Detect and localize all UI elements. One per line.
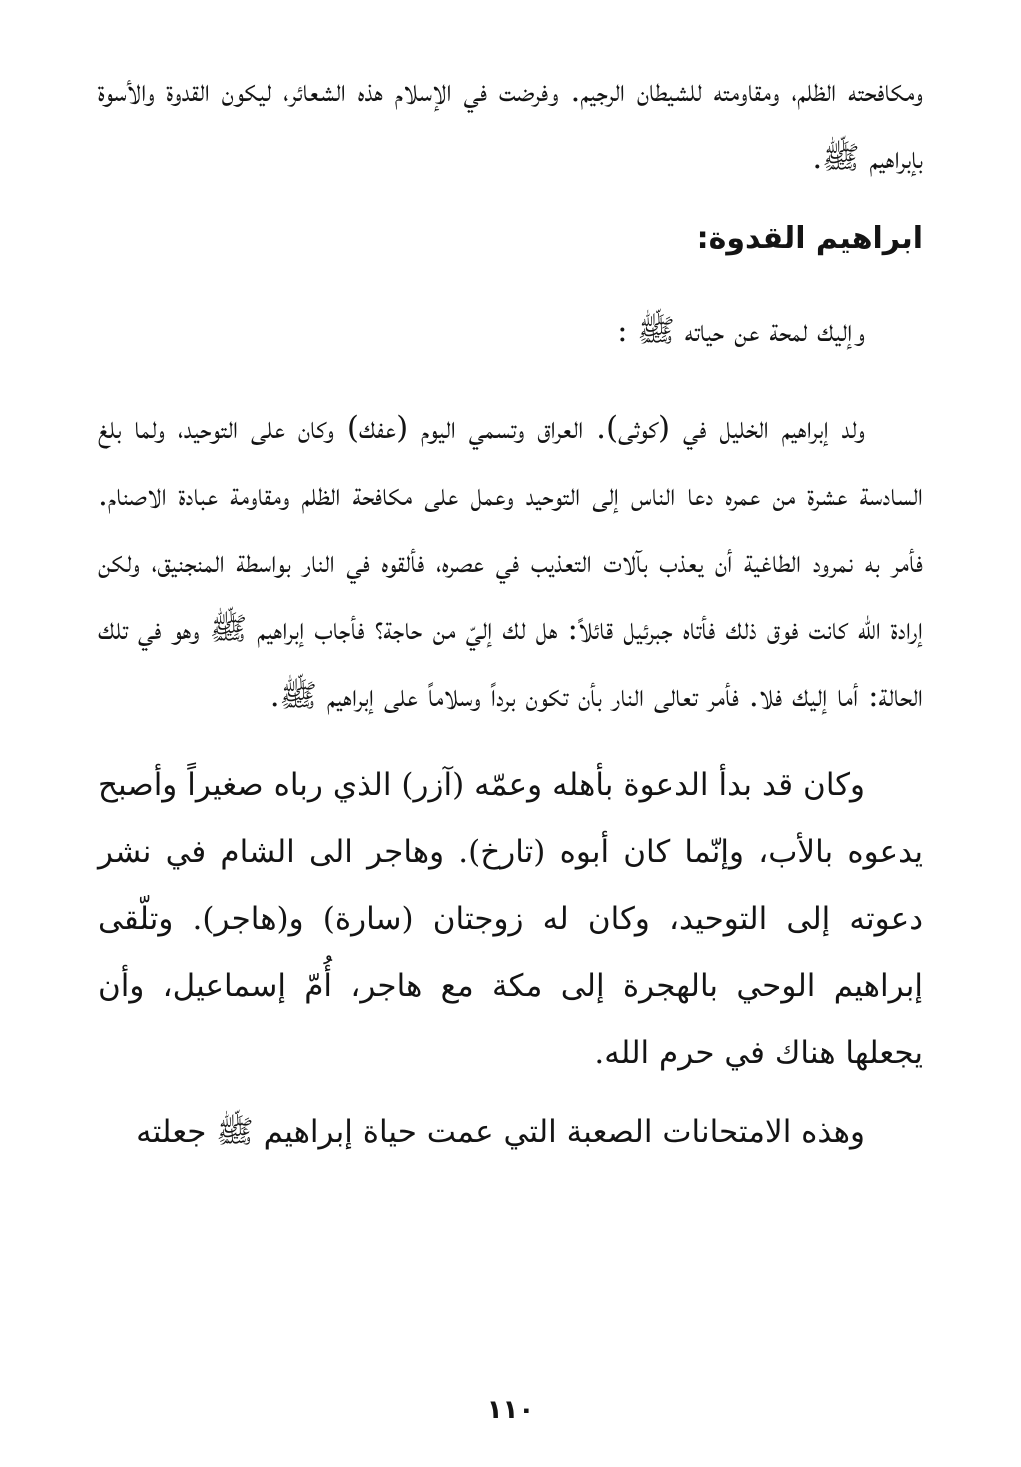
page-body (98, 58, 923, 1166)
paragraph-birth: ولد إبراهيم الخليل في (كوثى). العراق وتسمي اليوم (عفك) وكان على التوحيد، ولما بلغ السادسة عشرة من عمره دعا الناس إلى التوحيد وعمل على مكافحة الظلم ومقاومة عبادة الاصنام. فأمر به نمرود الطاغية أن يعذب بآلات التعذيب في عصره، فألقوه في النار بواسطة المنجنيق، ولكن إرادة الله كانت فوق ذلك فأتاه جبرئيل قائلاً: هل لك إليّ من حاجة؟ فأجاب إبراهيم ﷺ وهو في تلك الحالة: أما إليك فلا. فأمر تعالى النار بأن تكون برداً وسلاماً على إبراهيم ﷺ. (98, 410, 923, 714)
paragraph-continuation: ومكافحته الظلم، ومقاومته للشيطان الرجيم. وفرضت في الإسلام هذه الشعائر، ليكون القدوة والأسوة بإبراهيم ﷺ. (98, 73, 923, 176)
paragraph-trials: وهذه الامتحانات الصعبة التي عمت حياة إبراهيم ﷺ جعلته (136, 1114, 865, 1150)
paragraph-migration: وكان قد بدأ الدعوة بأهله وعمّه (آزر) الذي رباه صغيراً وأصبح يدعوه بالأب، وإنّما كان أبوه (تارخ). وهاجر الى الشام في نشر دعوته إلى التوحيد، وكان له زوجتان (سارة) و(هاجر). وتلّقى إبراهيم الوحي بالهجرة إلى مكة مع هاجر، أُمّ إسماعيل، وأن يجعلها هناك في حرم الله. (98, 767, 923, 1071)
paragraph-intro: وإليك لمحة عن حياته ﷺ : (617, 313, 865, 349)
section-heading: ابراهيم القدوة: (696, 221, 923, 256)
page-number: ١١٠ (486, 1395, 535, 1425)
